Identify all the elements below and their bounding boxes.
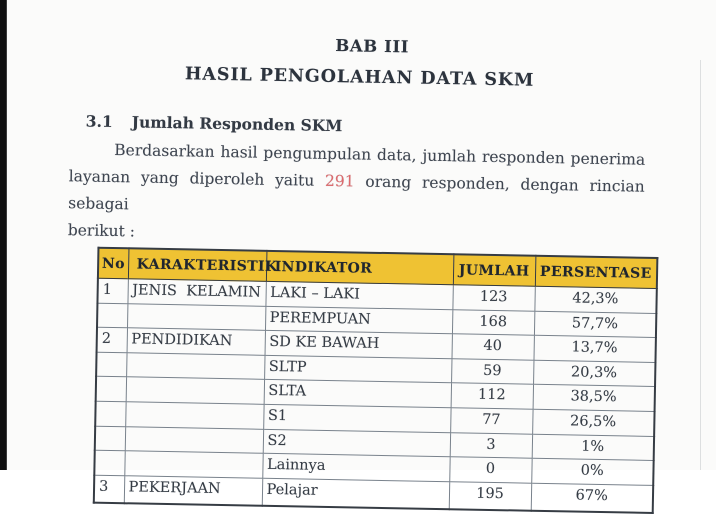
cell-jumlah: 112	[451, 383, 533, 409]
cell-indikator: Lainnya	[262, 453, 449, 481]
paragraph-line-1: Berdasarkan hasil pengumpulan data, jumlah responden penerima	[114, 141, 646, 169]
cell-jumlah: 77	[450, 408, 532, 434]
cell-persentase: 38,5%	[533, 385, 655, 412]
cell-indikator: PEREMPUAN	[265, 306, 452, 334]
cell-karakteristik: PEKERJAAN	[124, 476, 262, 507]
column-header-persentase: PERSENTASE	[535, 256, 658, 289]
cell-jumlah: 40	[451, 334, 533, 360]
cell-karakteristik	[125, 402, 263, 429]
cell-no: 3	[94, 475, 125, 504]
respondent-count-highlight: 291	[324, 171, 355, 191]
scanner-edge-line	[700, 60, 701, 470]
scanner-edge-bar	[0, 0, 7, 470]
respondent-table	[93, 247, 659, 514]
cell-indikator: SLTA	[264, 380, 451, 408]
cell-jumlah: 168	[452, 309, 534, 335]
section-number: 3.1	[85, 111, 113, 131]
cell-persentase: 57,7%	[534, 311, 656, 338]
intro-paragraph	[68, 136, 646, 255]
paragraph-line-3: berikut :	[67, 221, 136, 241]
cell-indikator: SD KE BAWAH	[265, 330, 452, 358]
cell-persentase: 26,5%	[532, 409, 654, 436]
cell-karakteristik	[125, 426, 263, 453]
cell-jumlah: 3	[450, 432, 532, 458]
paragraph-line-2-before: layanan yang diperoleh yaitu	[68, 167, 315, 190]
cell-persentase: 13,7%	[533, 335, 655, 362]
cell-no	[96, 377, 126, 402]
section-title: Jumlah Responden SKM	[131, 112, 343, 136]
column-header-no: No	[98, 248, 129, 279]
paragraph-line-2-after: orang responden, dengan rincian sebagai	[68, 172, 645, 214]
cell-no: 1	[97, 278, 127, 303]
cell-no	[95, 401, 125, 426]
cell-no	[94, 450, 124, 475]
column-header-karakteristik: KARAKTERISTIK	[128, 248, 267, 281]
cell-indikator: LAKI – LAKI	[265, 281, 452, 309]
cell-no	[95, 426, 125, 451]
cell-karakteristik	[126, 353, 264, 380]
cell-karakteristik	[124, 451, 262, 478]
cell-karakteristik	[127, 303, 265, 330]
cell-karakteristik: PENDIDIKAN	[127, 328, 265, 355]
cell-indikator: S2	[263, 429, 450, 457]
cell-persentase: 20,3%	[533, 360, 655, 387]
cell-indikator: S1	[263, 404, 450, 432]
cell-indikator: Pelajar	[262, 478, 449, 509]
chapter-subtitle: HASIL PENGOLAHAN DATA SKM	[184, 64, 535, 91]
cell-no	[96, 352, 126, 377]
cell-persentase: 0%	[531, 458, 653, 485]
cell-persentase: 1%	[532, 434, 654, 461]
cell-jumlah: 0	[449, 457, 531, 483]
chapter-title: BAB III	[335, 36, 410, 57]
column-header-indikator: INDIKATOR	[266, 251, 454, 285]
cell-persentase: 42,3%	[534, 286, 656, 313]
cell-karakteristik: JENIS KELAMIN	[127, 279, 265, 306]
cell-indikator: SLTP	[264, 355, 451, 383]
cell-jumlah: 195	[449, 481, 531, 510]
column-header-jumlah: JUMLAH	[453, 254, 536, 286]
cell-persentase: 67%	[531, 483, 653, 513]
cell-jumlah: 123	[452, 285, 534, 311]
chapter-heading-block	[0, 30, 715, 95]
cell-no: 2	[97, 327, 127, 352]
cell-jumlah: 59	[451, 359, 533, 385]
cell-no	[97, 303, 127, 328]
cell-karakteristik	[126, 377, 264, 404]
